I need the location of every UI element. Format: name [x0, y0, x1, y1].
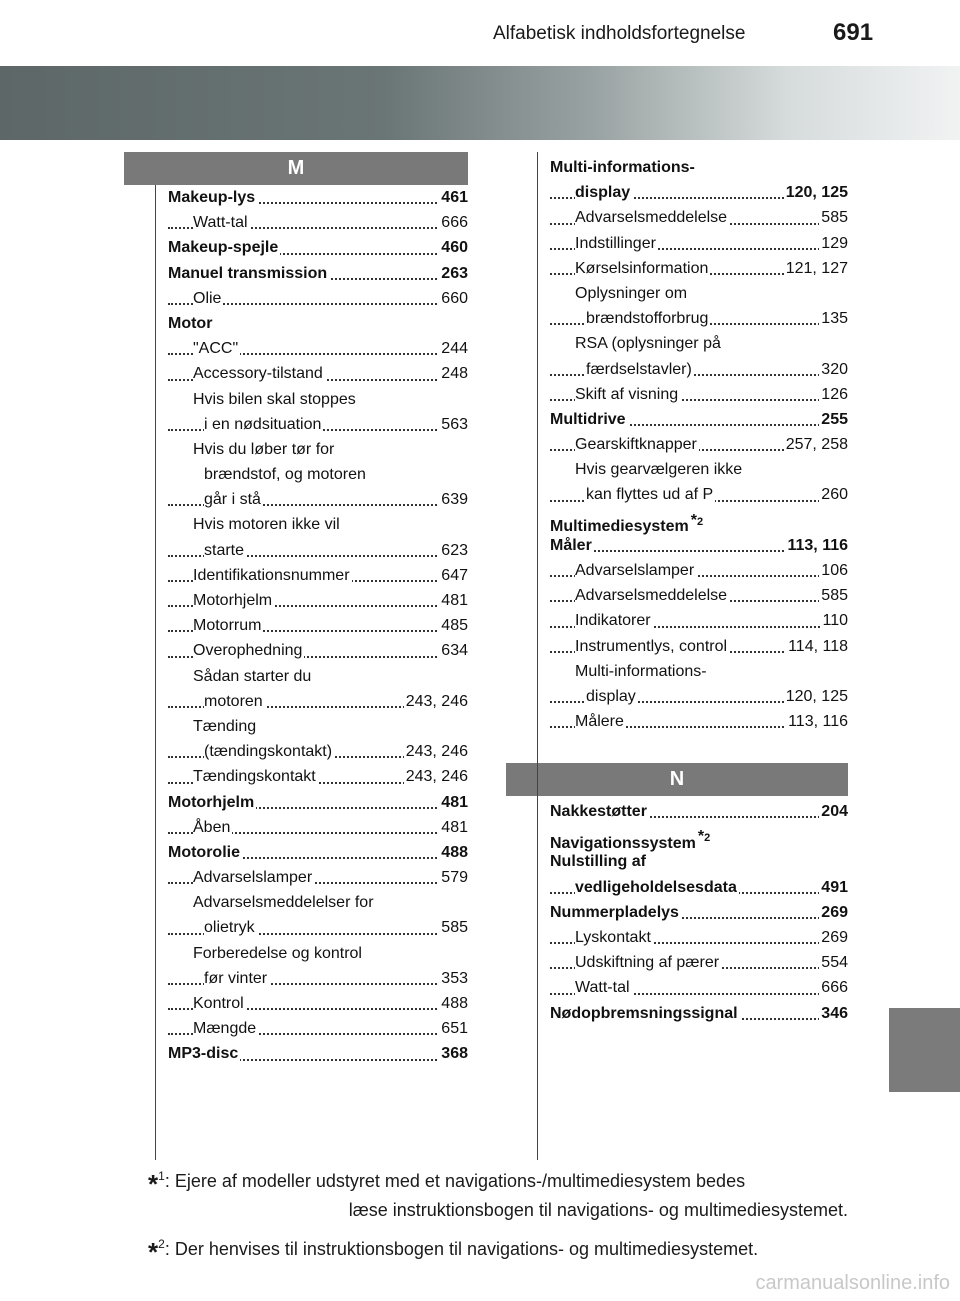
index-entry-label	[193, 714, 258, 739]
index-entry-page: 346	[819, 1001, 848, 1026]
index-entry-label	[575, 256, 710, 281]
index-entry	[168, 764, 468, 789]
index-entry-text: display	[575, 184, 631, 202]
footnote-star: *	[690, 511, 697, 529]
index-entry-label	[575, 180, 632, 205]
index-entry	[550, 155, 848, 180]
index-entry	[168, 689, 468, 714]
index-entry-text: Hvis gearvælgeren ikke	[575, 461, 743, 479]
index-entry	[168, 991, 468, 1016]
index-entry-text: Advarselslamper	[575, 562, 695, 579]
index-column-left	[168, 185, 468, 1067]
index-entry-text: Hvis bilen skal stoppes	[193, 390, 356, 408]
footnote-reference	[690, 511, 704, 529]
index-entry-label	[168, 790, 256, 815]
index-entry-label	[193, 613, 263, 638]
section-letter-m: M	[287, 157, 305, 179]
index-entry-text: display	[586, 687, 636, 705]
index-entry-page: 666	[819, 975, 848, 1000]
index-entry-page: 623	[439, 538, 468, 563]
index-entry	[550, 1001, 848, 1026]
index-entry-page: 647	[439, 563, 468, 588]
index-entry-label	[575, 457, 744, 482]
section-header-n	[506, 763, 848, 796]
index-entry	[168, 185, 468, 210]
index-entry	[168, 790, 468, 815]
index-entry-page: 257, 258	[784, 432, 848, 457]
index-entry-label	[575, 975, 632, 1000]
index-entry-page: 634	[439, 638, 468, 663]
index-entry-text: Multidrive	[550, 410, 626, 428]
index-entry-label	[168, 185, 257, 210]
page-number: 691	[833, 19, 874, 46]
index-entry-page: 481	[439, 588, 468, 613]
index-entry-page: 461	[439, 185, 468, 210]
index-entry	[168, 437, 468, 462]
index-entry-text: "ACC"	[193, 340, 239, 358]
index-entry	[550, 231, 848, 256]
index-entry	[168, 664, 468, 689]
index-entry-label	[193, 1016, 258, 1041]
index-entry-page: 114, 118	[786, 634, 848, 659]
index-entry-text: Indstillinger	[575, 234, 656, 252]
index-entry-page: 263	[439, 261, 468, 286]
index-entry-text: Udskiftning af pærer	[575, 954, 720, 972]
index-entry-label	[586, 306, 710, 331]
footnote-text: læse instruktionsbogen til navigations- og multimediesystemet.	[348, 1200, 848, 1220]
index-entry	[168, 840, 468, 865]
index-entry-text: Nulstilling af	[550, 853, 646, 871]
index-entry-page: 488	[439, 840, 468, 865]
index-entry-page: 585	[439, 915, 468, 940]
index-entry-label	[204, 487, 263, 512]
index-entry-label	[586, 357, 694, 382]
index-entry-label	[193, 361, 325, 386]
index-entry-label	[193, 437, 336, 462]
index-entry	[550, 634, 848, 659]
index-entry-text: Oplysninger om	[575, 284, 688, 302]
index-entry	[168, 336, 468, 361]
footnotes	[148, 1163, 848, 1265]
index-entry	[550, 281, 848, 306]
index-entry-page: 481	[439, 815, 468, 840]
index-entry-text: Motor	[168, 314, 213, 332]
index-entry-text: vedligeholdelsesdata	[575, 878, 737, 896]
index-entry-label	[550, 900, 681, 925]
index-entry-label	[193, 286, 223, 311]
index-entry	[550, 608, 848, 633]
index-entry-text: kan flyttes ud af P	[586, 486, 714, 504]
index-entry-page: 269	[819, 925, 848, 950]
index-entry-page: 129	[819, 231, 848, 256]
index-entry-text: Motorolie	[168, 843, 240, 861]
index-entry-text: Gearskiftknapper	[575, 436, 697, 454]
footnote-marker: 2	[158, 1237, 165, 1251]
index-entry-text: Kontrol	[193, 995, 244, 1012]
index-entry-text: Advarselsmeddelelse	[575, 587, 728, 605]
index-entry	[168, 361, 468, 386]
index-entry	[168, 462, 468, 487]
index-entry-page: 260	[819, 482, 848, 507]
left-column-rule	[155, 185, 156, 1160]
index-entry	[168, 613, 468, 638]
index-entry	[550, 256, 848, 281]
index-entry	[168, 966, 468, 991]
index-entry	[168, 512, 468, 537]
index-entry	[550, 306, 848, 331]
index-entry-page: 491	[819, 875, 848, 900]
footnote-star: *	[697, 828, 705, 846]
index-entry-label	[575, 432, 699, 457]
index-entry-label	[204, 689, 265, 714]
index-entry-label	[193, 638, 304, 663]
index-entry-label	[550, 799, 649, 824]
index-entry-text: Advarselsmeddelelse	[575, 209, 728, 227]
index-entry-page: 120, 125	[784, 180, 848, 205]
index-entry	[168, 235, 468, 260]
index-entry	[550, 357, 848, 382]
index-entry-text: Multi-informations-	[575, 662, 707, 680]
index-entry-page: 666	[439, 210, 468, 235]
index-entry-page: 481	[439, 790, 468, 815]
index-entry	[550, 900, 848, 925]
index-entry-label	[550, 1001, 740, 1026]
footnote-number: 2	[696, 515, 704, 528]
index-entry-text: Instrumentlys, control	[575, 637, 728, 655]
index-entry-label	[204, 538, 246, 563]
index-entry	[550, 508, 848, 533]
index-entry-label	[193, 664, 313, 689]
index-entry-text: Lyskontakt	[575, 928, 651, 946]
index-entry-page: 113, 116	[786, 709, 848, 734]
index-entry	[550, 824, 848, 852]
index-entry	[168, 311, 468, 336]
index-entry	[550, 482, 848, 507]
right-column-rule	[537, 152, 538, 1160]
index-entry-page: 248	[439, 361, 468, 386]
index-entry-text: motoren	[204, 692, 263, 710]
index-entry-text: Nødopbremsningssignal	[550, 1004, 738, 1022]
header-banner	[0, 66, 960, 140]
index-column-right-m	[550, 155, 848, 734]
index-entry-text: Motorhjelm	[168, 793, 255, 811]
index-entry-text: RSA (oplysninger på	[575, 335, 721, 353]
index-entry-text: starte	[204, 541, 245, 559]
index-entry-text: Identifikationsnummer	[193, 566, 350, 584]
index-entry-text: Advarselslamper	[193, 869, 313, 887]
index-entry-text: Skift af visning	[575, 385, 679, 403]
index-entry-label	[168, 840, 242, 865]
index-entry-text: Advarselsmeddelelser for	[193, 894, 374, 912]
index-entry-text: Accessory-tilstand	[193, 365, 323, 383]
index-entry-text: Manuel transmission	[168, 264, 328, 282]
index-entry-page: 113, 116	[785, 533, 848, 558]
index-entry-text: MP3-disc	[168, 1045, 239, 1063]
index-entry-text: Watt-tal	[193, 214, 248, 232]
index-entry-label	[575, 950, 721, 975]
index-entry-label	[193, 815, 232, 840]
index-entry	[168, 1016, 468, 1041]
index-entry-page: 485	[439, 613, 468, 638]
index-entry-page: 243, 246	[404, 764, 468, 789]
index-entry-label	[204, 915, 257, 940]
index-entry-label	[193, 865, 314, 890]
index-entry-text: Måler	[550, 536, 592, 554]
index-entry-text: Nakkestøtter	[550, 803, 647, 820]
index-entry	[168, 412, 468, 437]
index-entry-page: 106	[819, 558, 848, 583]
index-entry-label	[550, 407, 628, 432]
section-letter-n: N	[669, 768, 685, 790]
index-entry-page: 585	[819, 583, 848, 608]
index-entry-label	[575, 331, 723, 356]
index-entry-label	[586, 684, 638, 709]
index-entry-label	[550, 533, 594, 558]
index-entry-page: 320	[819, 357, 848, 382]
index-entry-page: 585	[819, 205, 848, 230]
index-entry-label	[550, 155, 697, 180]
header-title: Alfabetisk indholdsfortegnelse	[493, 23, 746, 44]
index-entry	[550, 457, 848, 482]
footnote-star: *	[148, 1237, 159, 1267]
index-entry-page: 126	[819, 382, 848, 407]
index-entry	[168, 941, 468, 966]
index-entry-label	[575, 634, 729, 659]
index-entry	[168, 563, 468, 588]
footnote-text: : Ejere af modeller udstyret med et navigations-/multimediesystem bedes	[164, 1171, 746, 1191]
footnote-2	[148, 1231, 848, 1265]
index-entry-label	[193, 991, 246, 1016]
index-entry-label	[575, 709, 626, 734]
footnote-star: *	[148, 1169, 159, 1199]
index-entry-label	[575, 382, 680, 407]
index-entry	[550, 659, 848, 684]
index-entry-page: 135	[819, 306, 848, 331]
index-entry-text: Sådan starter du	[193, 667, 312, 685]
index-entry-label	[575, 875, 739, 900]
index-entry-page: 121, 127	[784, 256, 848, 281]
index-entry-text: Åben	[193, 818, 231, 836]
index-entry-page: 368	[439, 1041, 468, 1066]
index-entry-label	[193, 336, 240, 361]
index-entry	[550, 709, 848, 734]
index-entry-label	[168, 261, 329, 286]
index-entry-page: 563	[439, 412, 468, 437]
index-entry	[168, 890, 468, 915]
index-entry-label	[550, 849, 648, 874]
index-entry-text: færdselstavler)	[586, 360, 692, 378]
section-header-m	[124, 152, 468, 185]
index-entry-text: (tændingskontakt)	[204, 743, 333, 761]
index-entry-label	[204, 412, 323, 437]
index-entry-page: 110	[820, 608, 848, 633]
index-entry	[168, 210, 468, 235]
index-entry	[168, 815, 468, 840]
index-entry	[168, 638, 468, 663]
index-entry-page: 243, 246	[404, 739, 468, 764]
index-entry-label	[193, 563, 352, 588]
index-entry	[168, 538, 468, 563]
footnote-number: 2	[704, 832, 711, 845]
index-entry	[550, 875, 848, 900]
index-entry-label	[168, 1041, 240, 1066]
index-entry-text: Overophedning	[193, 642, 303, 660]
index-entry-page: 244	[439, 336, 468, 361]
index-entry-text: Makeup-spejle	[168, 239, 279, 257]
footnote-text: : Der henvises til instruktionsbogen til navigations- og multimediesystemet.	[164, 1239, 759, 1259]
index-entry-label	[168, 235, 280, 260]
index-column-right-n	[550, 799, 848, 1026]
index-entry	[550, 799, 848, 824]
index-entry-text: Indikatorer	[575, 612, 651, 630]
index-entry-text: Kørselsinformation	[575, 259, 709, 277]
index-entry-page: 660	[439, 286, 468, 311]
index-entry	[168, 739, 468, 764]
index-entry-text: Motorrum	[193, 617, 262, 635]
index-entry-text: Mængde	[193, 1020, 257, 1038]
index-entry-label	[575, 608, 653, 633]
index-entry-text: Tændingskontakt	[193, 768, 316, 786]
index-entry-label	[204, 462, 368, 487]
index-entry-page: 353	[439, 966, 468, 991]
index-entry-text: brændstof, og motoren	[204, 466, 366, 484]
index-entry	[168, 588, 468, 613]
index-entry	[550, 407, 848, 432]
index-entry	[550, 558, 848, 583]
index-entry-text: Makeup-lys	[168, 189, 256, 206]
index-entry-page: 488	[439, 991, 468, 1016]
index-entry-label	[193, 764, 318, 789]
index-entry-text: Tænding	[193, 717, 257, 735]
index-entry	[168, 1041, 468, 1066]
index-entry	[550, 432, 848, 457]
index-entry-label	[193, 387, 358, 412]
index-entry	[550, 684, 848, 709]
index-entry-text: Multimediesystem	[550, 517, 689, 535]
index-entry	[168, 286, 468, 311]
index-entry	[550, 925, 848, 950]
index-entry-text: går i stå	[204, 491, 261, 509]
index-entry-text: Multi-informations-	[550, 159, 695, 176]
index-entry-label	[575, 205, 729, 230]
index-entry-label	[193, 890, 376, 915]
watermark: carmanualsonline.info	[755, 1272, 950, 1294]
index-entry	[550, 180, 848, 205]
index-entry-label	[575, 659, 709, 684]
index-entry	[168, 487, 468, 512]
footnote-marker: 1	[158, 1169, 165, 1183]
index-entry-page: 269	[819, 900, 848, 925]
index-entry-label	[575, 558, 696, 583]
index-entry-text: i en nødsituation	[204, 415, 322, 433]
index-entry	[168, 915, 468, 940]
index-entry-label	[193, 588, 274, 613]
index-entry-text: Forberedelse og kontrol	[193, 944, 362, 962]
index-entry-page: 460	[439, 235, 468, 260]
index-entry-label	[575, 925, 653, 950]
index-entry-page: 120, 125	[784, 684, 848, 709]
index-entry-page: 243, 246	[404, 689, 468, 714]
index-entry-page: 204	[819, 799, 848, 824]
index-entry-label	[204, 966, 269, 991]
index-entry-page: 639	[439, 487, 468, 512]
footnote-1	[148, 1163, 848, 1197]
index-entry	[550, 975, 848, 1000]
index-entry-label	[168, 311, 214, 336]
index-entry-page: 579	[439, 865, 468, 890]
chapter-side-tab	[889, 1008, 960, 1092]
index-entry-text: Hvis motoren ikke vil	[193, 516, 340, 534]
index-entry-label	[193, 941, 364, 966]
index-entry-text: Motorhjelm	[193, 592, 273, 609]
footnote-1-continued	[148, 1197, 848, 1223]
index-entry-label	[204, 739, 334, 764]
index-entry	[168, 387, 468, 412]
index-entry-label	[575, 583, 729, 608]
index-entry	[550, 205, 848, 230]
index-entry	[550, 950, 848, 975]
index-entry-text: Olie	[193, 289, 222, 307]
index-entry-label	[575, 231, 658, 256]
index-entry	[550, 382, 848, 407]
index-entry-text: olietryk	[204, 919, 255, 937]
index-entry-page: 651	[439, 1016, 468, 1041]
index-entry-page: 255	[819, 407, 848, 432]
index-entry-label	[586, 482, 715, 507]
index-entry	[550, 583, 848, 608]
index-entry-text: Nummerpladelys	[550, 903, 679, 921]
index-entry	[168, 714, 468, 739]
index-entry-label	[193, 512, 342, 537]
index-entry-text: før vinter	[204, 969, 268, 987]
index-entry-text: brændstofforbrug	[586, 310, 709, 328]
index-entry-text: Navigationssystem	[550, 834, 696, 852]
index-entry	[168, 261, 468, 286]
footnote-reference	[697, 828, 711, 846]
index-entry-text: Watt-tal	[575, 979, 630, 997]
index-entry-label	[575, 281, 689, 306]
index-entry	[550, 331, 848, 356]
index-entry-page: 554	[819, 950, 848, 975]
index-entry-label	[193, 210, 250, 235]
index-entry-text: Hvis du løber tør for	[193, 440, 335, 458]
index-entry-text: Målere	[575, 713, 624, 731]
index-entry	[168, 865, 468, 890]
